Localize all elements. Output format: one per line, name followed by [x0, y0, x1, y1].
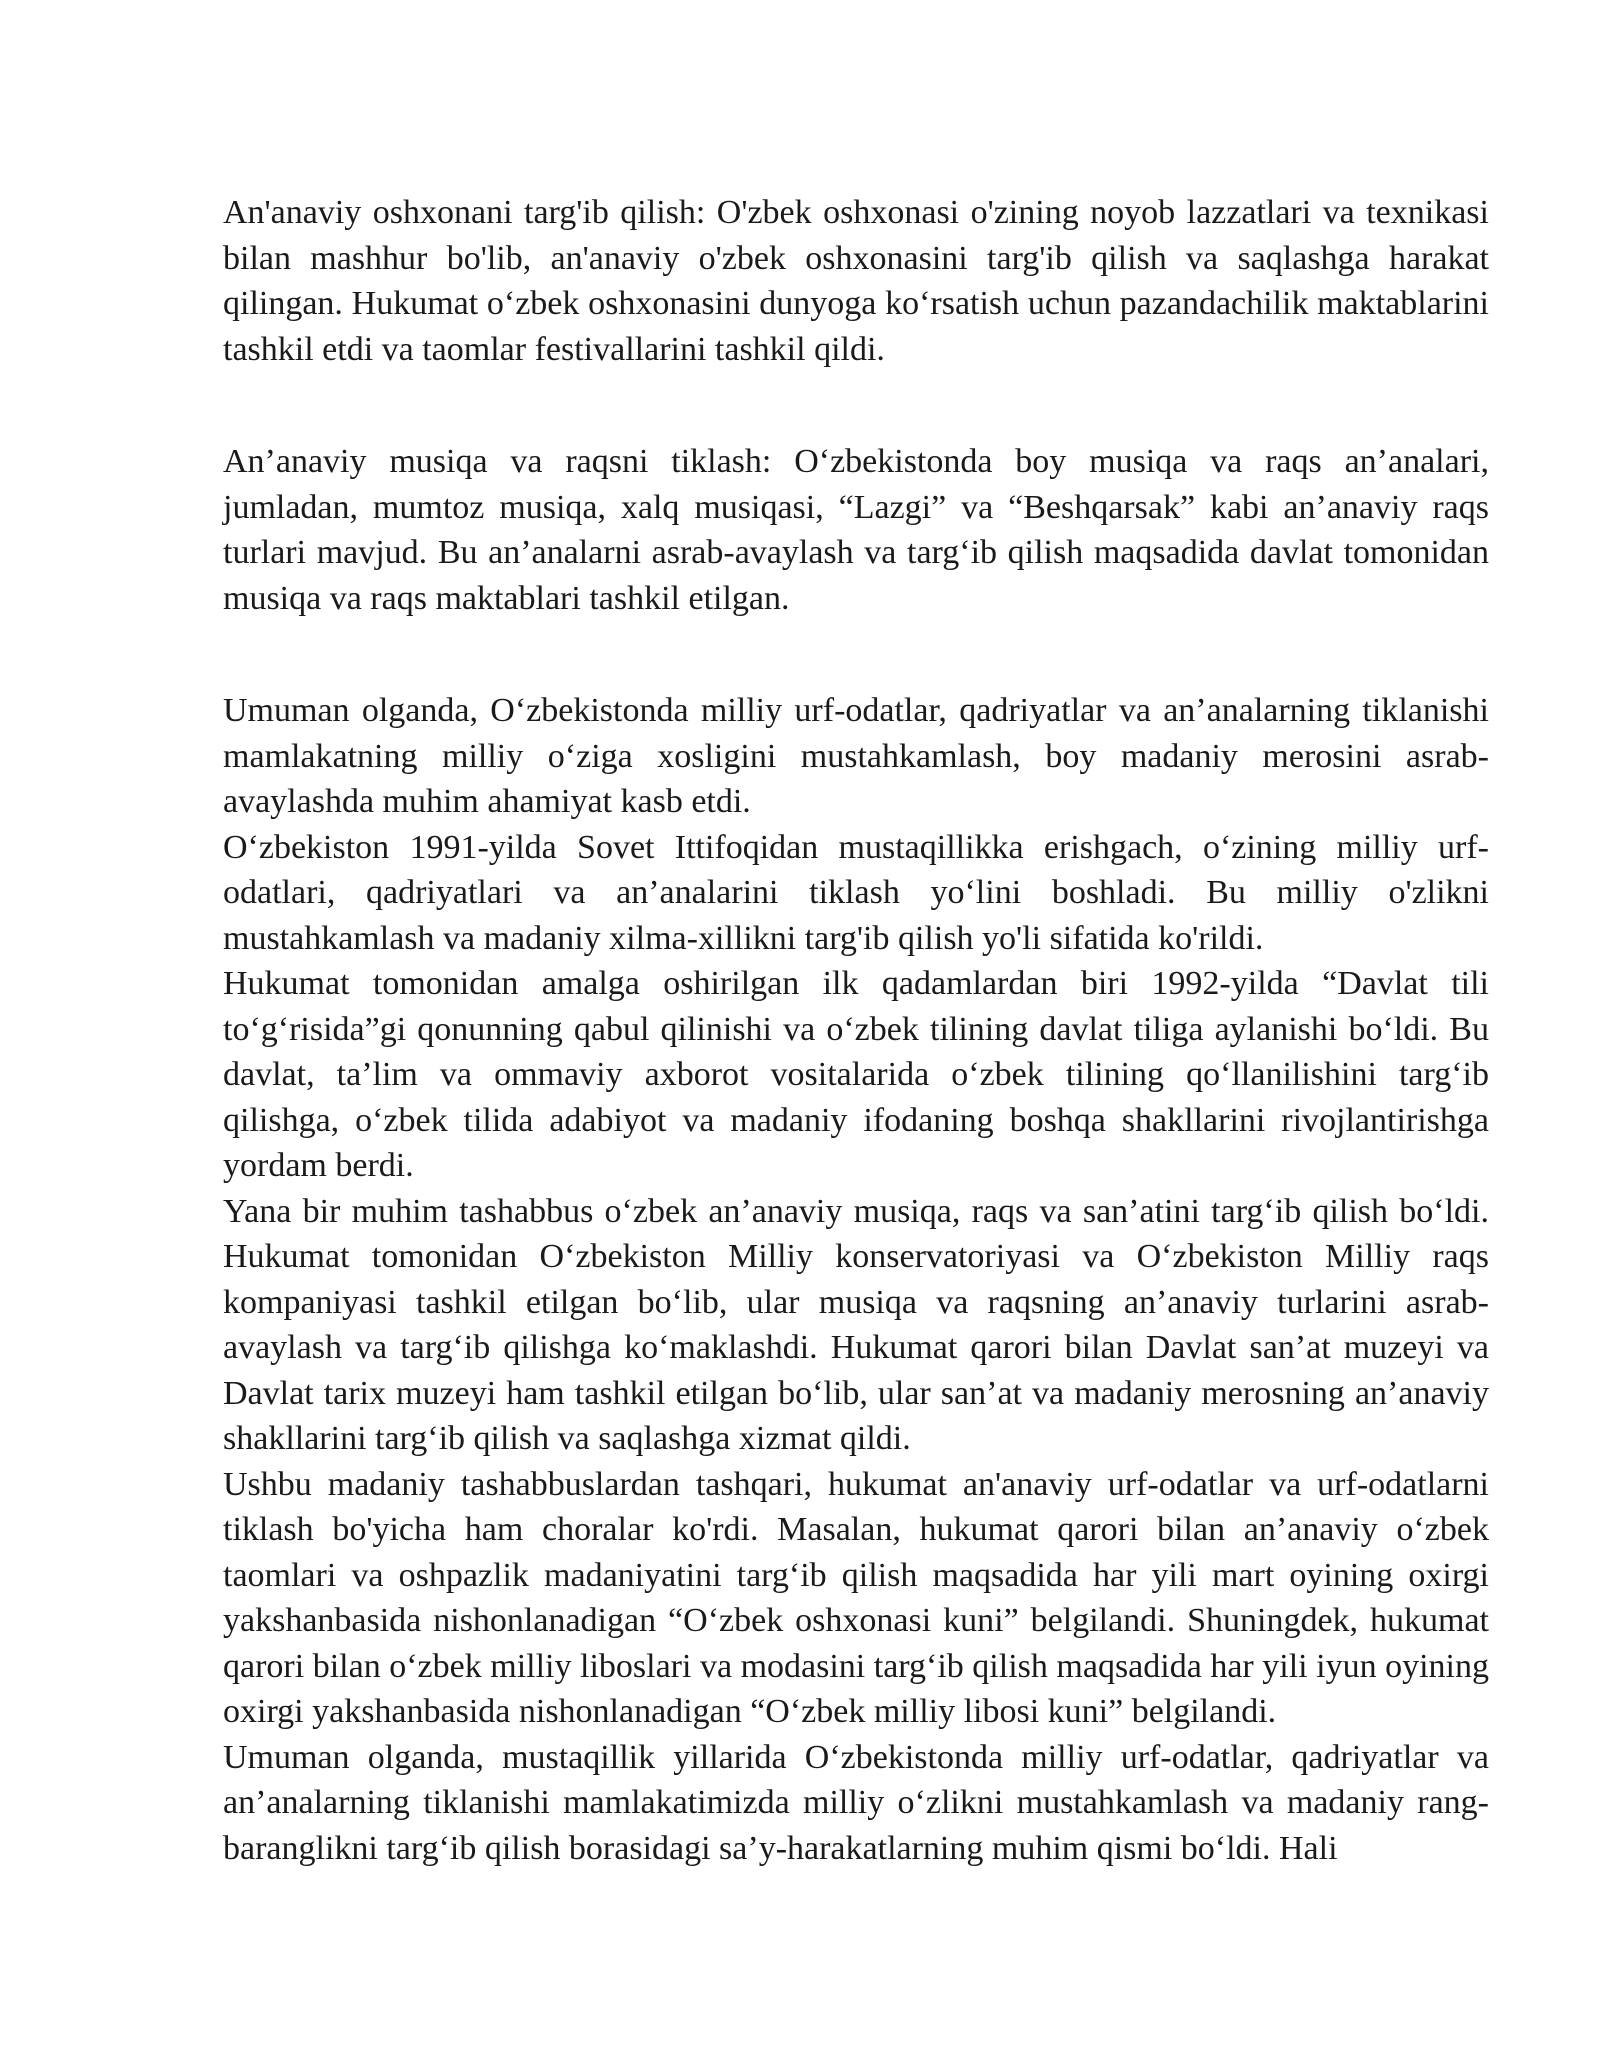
paragraph-state-language: Hukumat tomonidan amalga oshirilgan ilk qadamlardan biri 1992-yilda “Davlat tili to‘g‘risida”gi qonunning qabul qilinishi va o‘zbek tilining davlat tiliga aylanishi bo‘ldi. Bu davlat, ta’lim va ommaviy axborot vositalarida o‘zbek tilining qo‘llanilishini targ‘ib qilishga, o‘zbek tilida adabiyot va madaniy ifodaning boshqa shakllarini rivojlantirishga yordam berdi. — [223, 965, 1489, 1184]
paragraph-conclusion: Umuman olganda, mustaqillik yillarida O‘zbekistonda milliy urf-odatlar, qadriyatlar va an’analarning tiklanishi mamlakatimizda milliy o‘zlikni mustahkamlash va madaniy rang-baranglikni targ‘ib qilish borasidagi sa’y-harakatlarning muhim qismi bo‘ldi. Hali — [223, 1738, 1489, 1867]
paragraph-summary: Umuman olganda, O‘zbekistonda milliy urf-odatlar, qadriyatlar va an’analarning tiklanishi mamlakatning milliy o‘ziga xosligini mustahkamlash, boy madaniy merosini asrab-avaylashda muhim ahamiyat kasb etdi. — [223, 692, 1489, 820]
paragraph-traditional-cuisine: An'anaviy oshxonani targ'ib qilish: O'zbek oshxonasi o'zining noyob lazzatlari va texnikasi bilan mashhur bo'lib, an'anaviy o'zbek oshxonasini targ'ib qilish va saqlashga harakat qilingan. Hukumat o‘zbek oshxonasini dunyoga ko‘rsatish uchun pazandachilik maktablarini tashkil etdi va taomlar festivallarini tashkil qildi. — [223, 194, 1489, 368]
paragraph-independence: O‘zbekiston 1991-yilda Sovet Ittifoqidan mustaqillikka erishgach, o‘zining milliy urf-odatlari, qadriyatlari va an’analarini tiklash yo‘lini boshladi. Bu milliy o'zlikni mustahkamlash va madaniy xilma-xillikni targ'ib qilish yo'li sifatida ko'rildi. — [223, 828, 1489, 957]
paragraph-customs-holidays: Ushbu madaniy tashabbuslardan tashqari, hukumat an'anaviy urf-odatlar va urf-odatlarni tiklash bo'yicha ham choralar ko'rdi. Masalan, hukumat qarori bilan an’anaviy o‘zbek taomlari va oshpazlik madaniyatini targ‘ib qilish maqsadida har yili mart oyining oxirgi yakshanbasida nishonlanadigan “O‘zbek oshxonasi kuni” belgilandi. Shuningdek, hukumat qarori bilan o‘zbek milliy liboslari va modasini targ‘ib qilish maqsadida har yili iyun oyining oxirgi yakshanbasida nishonlanadigan “O‘zbek milliy libosi kuni” belgilandi. — [223, 1465, 1489, 1730]
paragraph-arts-initiative: Yana bir muhim tashabbus o‘zbek an’anaviy musiqa, raqs va san’atini targ‘ib qilish bo‘ldi. Hukumat tomonidan O‘zbekiston Milliy konservatoriyasi va O‘zbekiston Milliy raqs kompaniyasi tashkil etilgan bo‘lib, ular musiqa va raqsning an’anaviy turlarini asrab-avaylash va targ‘ib qilishga ko‘maklashdi. Hukumat qarori bilan Davlat san’at muzeyi va Davlat tarix muzeyi ham tashkil etilgan bo‘lib, ular san’at va madaniy merosning an’anaviy shakllarini targ‘ib qilish va saqlashga xizmat qildi. — [223, 1192, 1489, 1457]
paragraph-music-dance: An’anaviy musiqa va raqsni tiklash: O‘zbekistonda boy musiqa va raqs an’analari, jumladan, mumtoz musiqa, xalq musiqasi, “Lazgi” va “Beshqarsak” kabi an’anaviy raqs turlari mavjud. Bu an’analarni asrab-avaylash va targ‘ib qilish maqsadida davlat tomonidan musiqa va raqs maktablari tashkil etilgan. — [223, 443, 1489, 617]
document-page — [223, 190, 1489, 1871]
